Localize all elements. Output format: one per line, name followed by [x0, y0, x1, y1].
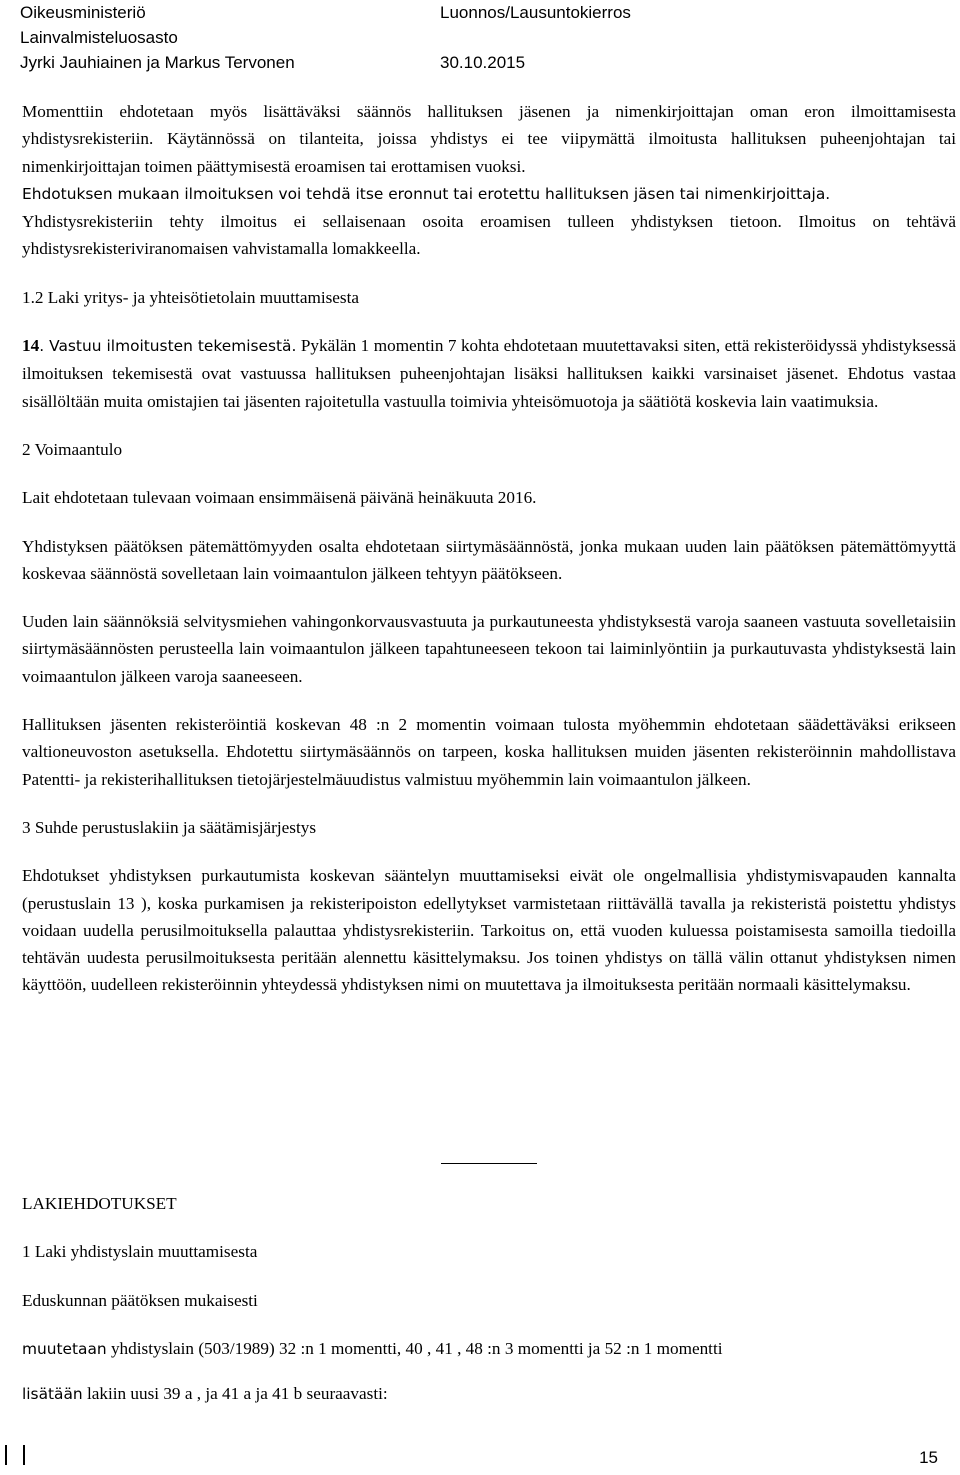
paragraph-ehdotuksen — [22, 180, 956, 208]
revision-marks — [0, 1445, 30, 1467]
paragraph-momentti: Momenttiin ehdotetaan myös lisättäväksi säännös hallituksen jäsenen ja nimenkirjoittajan oman eron ilmoittamisesta yhdistysrekisteriin. Käytännössä on tilanteita, joissa yhdistys ei tee viipymättä ilmoitusta hallituksen puheenjohtajan tai nimenkirjoittajan toimen päättymisestä eroamisen tai erottamisen vuoksi. — [22, 102, 956, 176]
revision-mark — [5, 1445, 7, 1465]
amend-clause — [22, 1335, 952, 1363]
header-org: Oikeusministeriö — [20, 3, 146, 22]
add-text: lakiin uusi 39 a , ja 41 a ja 41 b seuraavasti: — [82, 1384, 388, 1404]
revision-mark — [23, 1445, 25, 1465]
page-number: 15 — [919, 1448, 938, 1467]
paragraph-voimaantulo-2: Yhdistyksen päätöksen pätemättömyyden osalta ehdotetaan siirtymäsäännöstä, jonka mukaan uuden lain päätöksen pätemättömyyttä koskevaa säännöstä sovelletaan lain voimaantulon jälkeen tehtyyn päätökseen. — [22, 536, 956, 583]
header-authors: Jyrki Jauhiainen ja Markus Tervonen — [20, 53, 295, 72]
footnote-divider — [441, 1163, 537, 1164]
heading-lakiehdotukset: LAKIEHDOTUKSET — [22, 1194, 177, 1213]
header-row-1 — [20, 0, 940, 25]
section-14-text: Pykälän 1 momentin 7 kohta ehdotetaan muutettavaksi siten, että rekisteröidyssä yhdistyksessä ilmoituksen tekemisestä ovat vastuussa hallituksen puheenjohtajan lisäksi hallituksen kaikki varsinaiset jäsenet. Ehdotus vastaa sisällöltään muita omistajien tai jäsenten rajoitetulla vastuulla toimivia yhteisömuotoja ja säätiötä koskevia lain vaatimuksia. — [22, 336, 956, 411]
header-doc-type: Luonnos/Lausuntokierros — [440, 3, 631, 22]
section-14-number: 14 — [22, 336, 40, 356]
amend-text: yhdistyslain (503/1989) 32 :n 1 momentti, 40 , 41 , 48 :n 3 momentti ja 52 :n 1 momentti — [106, 1338, 723, 1358]
ehdotuksen-text: Ehdotuksen mukaan ilmoituksen voi tehdä itse eronnut tai erotettu hallituksen jäsen tai nimenkirjoittaja. — [22, 184, 831, 203]
header-row-3 — [20, 50, 940, 75]
heading-laki-1: 1 Laki yhdistyslain muuttamisesta — [22, 1242, 258, 1262]
enactment-clause: Eduskunnan päätöksen mukaisesti — [22, 1290, 258, 1310]
header-department: Lainvalmisteluosasto — [20, 28, 178, 47]
paragraph-section-14 — [22, 332, 956, 415]
add-label: lisätään — [22, 1385, 83, 1404]
paragraph-voimaantulo-3: Uuden lain säännöksiä selvitysmiehen vahingonkorvausvastuuta ja purkautuneesta yhdistyksestä varoja saaneen vastuuta sovelletaisiin siirtymäsäännösten perusteella lain voimaantulon jälkeen tapahtuneeseen tekoon tai laiminlyöntiin ja purkautuvasta yhdistyksestä lain voimaantulon jälkeen varoja saaneeseen. — [22, 612, 956, 686]
law-proposals — [22, 1190, 952, 1408]
header-row-2 — [20, 25, 940, 50]
page-header — [20, 0, 940, 75]
add-clause — [22, 1380, 952, 1408]
amend-label: muutetaan — [22, 1339, 107, 1358]
paragraph-voimaantulo-1: Lait ehdotetaan tulevaan voimaan ensimmäisenä päivänä heinäkuuta 2016. — [22, 488, 537, 508]
section-heading-2: 2 Voimaantulo — [22, 439, 123, 459]
header-date: 30.10.2015 — [440, 53, 526, 72]
paragraph-voimaantulo-4: Hallituksen jäsenten rekisteröintiä koskevan 48 :n 2 momentin voimaan tulosta myöhemmin ehdotetaan säädettäväksi erikseen valtioneuvoston asetuksella. Ehdotettu siirtymäsäännös on tarpeen, koska hallituksen muiden jäsenten rekisteröinnin mahdollistava Patentti- ja rekisterihallituksen tietojärjestelmäuudistus valmistuu myöhemmin lain voimaantulon jälkeen. — [22, 715, 956, 789]
section-heading-3: 3 Suhde perustuslakiin ja säätämisjärjestys — [22, 817, 317, 837]
section-heading-1-2: 1.2 Laki yritys- ja yhteisötietolain muuttamisesta — [22, 287, 360, 307]
document-body — [22, 98, 956, 999]
section-14-title: . Vastuu ilmoitusten tekemisestä. — [39, 337, 297, 356]
paragraph-yhdistysrekisteriin: Yhdistysrekisteriin tehty ilmoitus ei sellaisenaan osoita eroamisen tulleen yhdistyksen tietoon. Ilmoitus on tehtävä yhdistysrekisteriviranomaisen vahvistamalla lomakkeella. — [22, 212, 956, 259]
paragraph-perustuslaki: Ehdotukset yhdistyksen purkautumista koskevan sääntelyn muuttamiseksi eivät ole ongelmallisia yhdistymisvapauden kannalta (perustuslain 13 ), koska purkamisen ja rekisteripoiston edellytykset varmistetaan riittävällä tavalla ja rekisteristä poistettu yhdistys voidaan uudella perusilmoituksella palauttaa yhdistysrekisteriin. Tarkoitus on, että vuoden kuluessa poistamisesta samoilla tiedoilla tehtävän uudesta perusilmoituksesta peritään alennettu käsittelymaksu. Jos toinen yhdistys on tällä välin ottanut yhdistyksen nimen käyttöön, uudelleen rekisteröinnin yhteydessä yhdistyksen nimi on muutettava ja ilmoituksesta peritään normaali käsittelymaksu. — [22, 866, 956, 995]
